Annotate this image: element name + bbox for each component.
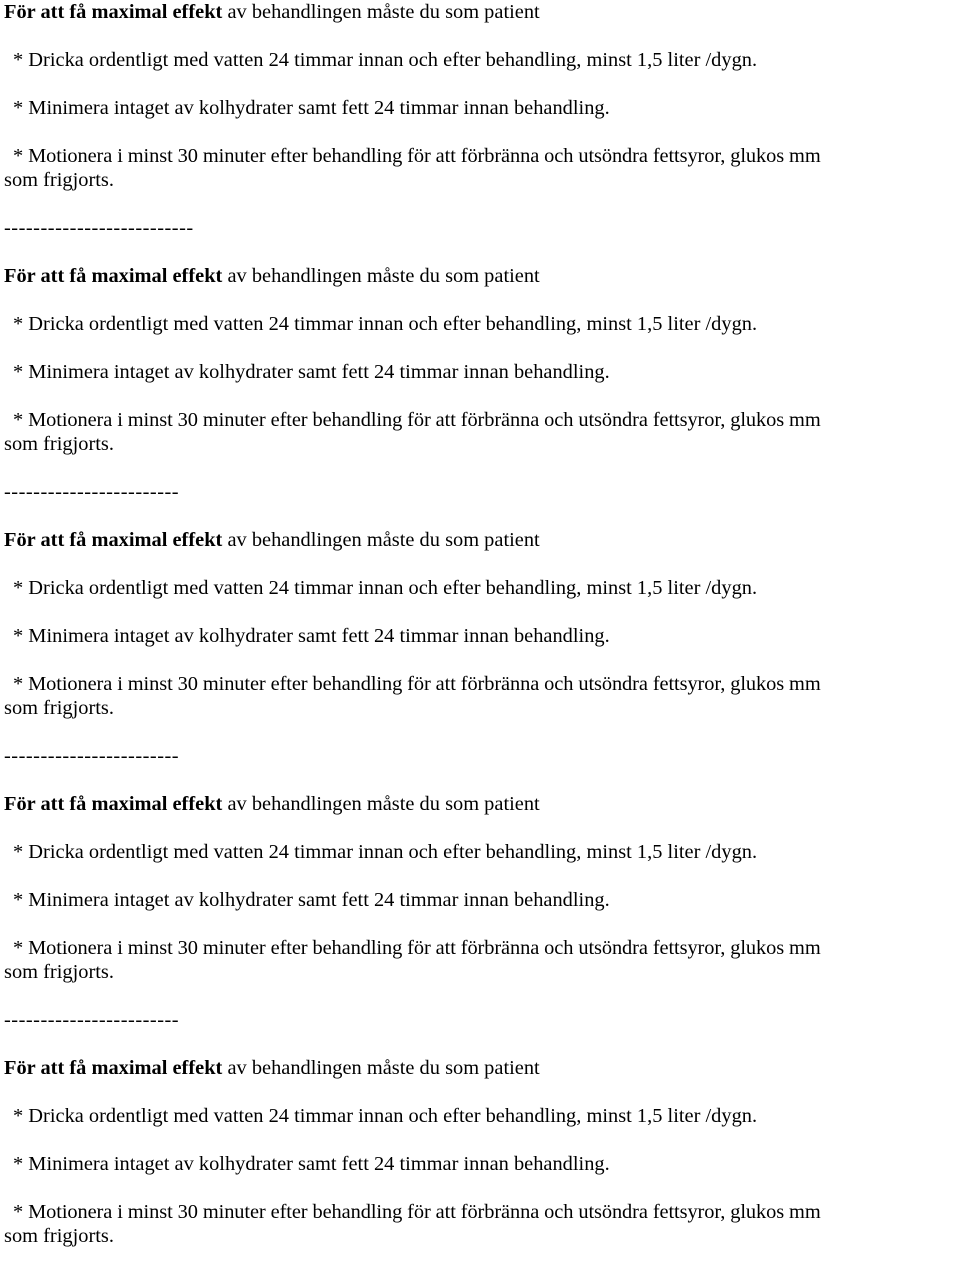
bullet-exercise-continuation: som frigjorts. xyxy=(4,697,114,719)
bullet-diet: * Minimera intaget av kolhydrater samt fett 24 timmar innan behandling. xyxy=(13,361,610,383)
bullet-exercise: * Motionera i minst 30 minuter efter behandling för att förbränna och utsöndra fettsyror, glukos mm xyxy=(13,937,821,959)
heading-rest-text: av behandlingen måste du som patient xyxy=(222,1,540,23)
bullet-diet: * Minimera intaget av kolhydrater samt fett 24 timmar innan behandling. xyxy=(13,97,610,119)
document-body xyxy=(4,0,960,1272)
bullet-hydration: * Dricka ordentligt med vatten 24 timmar innan och efter behandling, minst 1,5 liter /dygn. xyxy=(13,841,758,863)
bullet-exercise-continuation: som frigjorts. xyxy=(4,1225,114,1247)
heading-rest-text: av behandlingen måste du som patient xyxy=(222,793,540,815)
bullet-diet: * Minimera intaget av kolhydrater samt fett 24 timmar innan behandling. xyxy=(13,625,610,647)
bullet-hydration: * Dricka ordentligt med vatten 24 timmar innan och efter behandling, minst 1,5 liter /dygn. xyxy=(13,577,758,599)
section-heading xyxy=(4,1056,960,1080)
heading-rest-text: av behandlingen måste du som patient xyxy=(222,265,540,287)
bullet-exercise-continuation: som frigjorts. xyxy=(4,169,114,191)
section-separator: -------------------------- xyxy=(4,217,194,239)
bullet-hydration: * Dricka ordentligt med vatten 24 timmar innan och efter behandling, minst 1,5 liter /dygn. xyxy=(13,49,758,71)
bullet-exercise: * Motionera i minst 30 minuter efter behandling för att förbränna och utsöndra fettsyror, glukos mm xyxy=(13,409,821,431)
bullet-diet: * Minimera intaget av kolhydrater samt fett 24 timmar innan behandling. xyxy=(13,1153,610,1175)
bullet-hydration: * Dricka ordentligt med vatten 24 timmar innan och efter behandling, minst 1,5 liter /dygn. xyxy=(13,313,758,335)
bullet-exercise: * Motionera i minst 30 minuter efter behandling för att förbränna och utsöndra fettsyror, glukos mm xyxy=(13,145,821,167)
bullet-hydration: * Dricka ordentligt med vatten 24 timmar innan och efter behandling, minst 1,5 liter /dygn. xyxy=(13,1105,758,1127)
heading-bold-text: För att få maximal effekt xyxy=(4,265,223,287)
heading-bold-text: För att få maximal effekt xyxy=(4,1057,223,1079)
bullet-exercise: * Motionera i minst 30 minuter efter behandling för att förbränna och utsöndra fettsyror, glukos mm xyxy=(13,673,821,695)
instruction-section-3 xyxy=(4,528,960,768)
section-heading xyxy=(4,264,960,288)
section-separator: ------------------------ xyxy=(4,1009,180,1031)
heading-rest-text: av behandlingen måste du som patient xyxy=(222,529,540,551)
section-separator: ------------------------ xyxy=(4,745,180,767)
heading-rest-text: av behandlingen måste du som patient xyxy=(222,1057,540,1079)
heading-bold-text: För att få maximal effekt xyxy=(4,529,223,551)
section-heading xyxy=(4,0,960,24)
bullet-exercise-continuation: som frigjorts. xyxy=(4,433,114,455)
heading-bold-text: För att få maximal effekt xyxy=(4,1,223,23)
heading-bold-text: För att få maximal effekt xyxy=(4,793,223,815)
instruction-section-1 xyxy=(4,0,960,240)
instruction-section-4 xyxy=(4,792,960,1032)
instruction-section-2 xyxy=(4,264,960,504)
bullet-exercise: * Motionera i minst 30 minuter efter behandling för att förbränna och utsöndra fettsyror, glukos mm xyxy=(13,1201,821,1223)
bullet-exercise-continuation: som frigjorts. xyxy=(4,961,114,983)
instruction-section-5 xyxy=(4,1056,960,1248)
section-separator: ------------------------ xyxy=(4,481,180,503)
section-heading xyxy=(4,528,960,552)
bullet-diet: * Minimera intaget av kolhydrater samt fett 24 timmar innan behandling. xyxy=(13,889,610,911)
section-heading xyxy=(4,792,960,816)
